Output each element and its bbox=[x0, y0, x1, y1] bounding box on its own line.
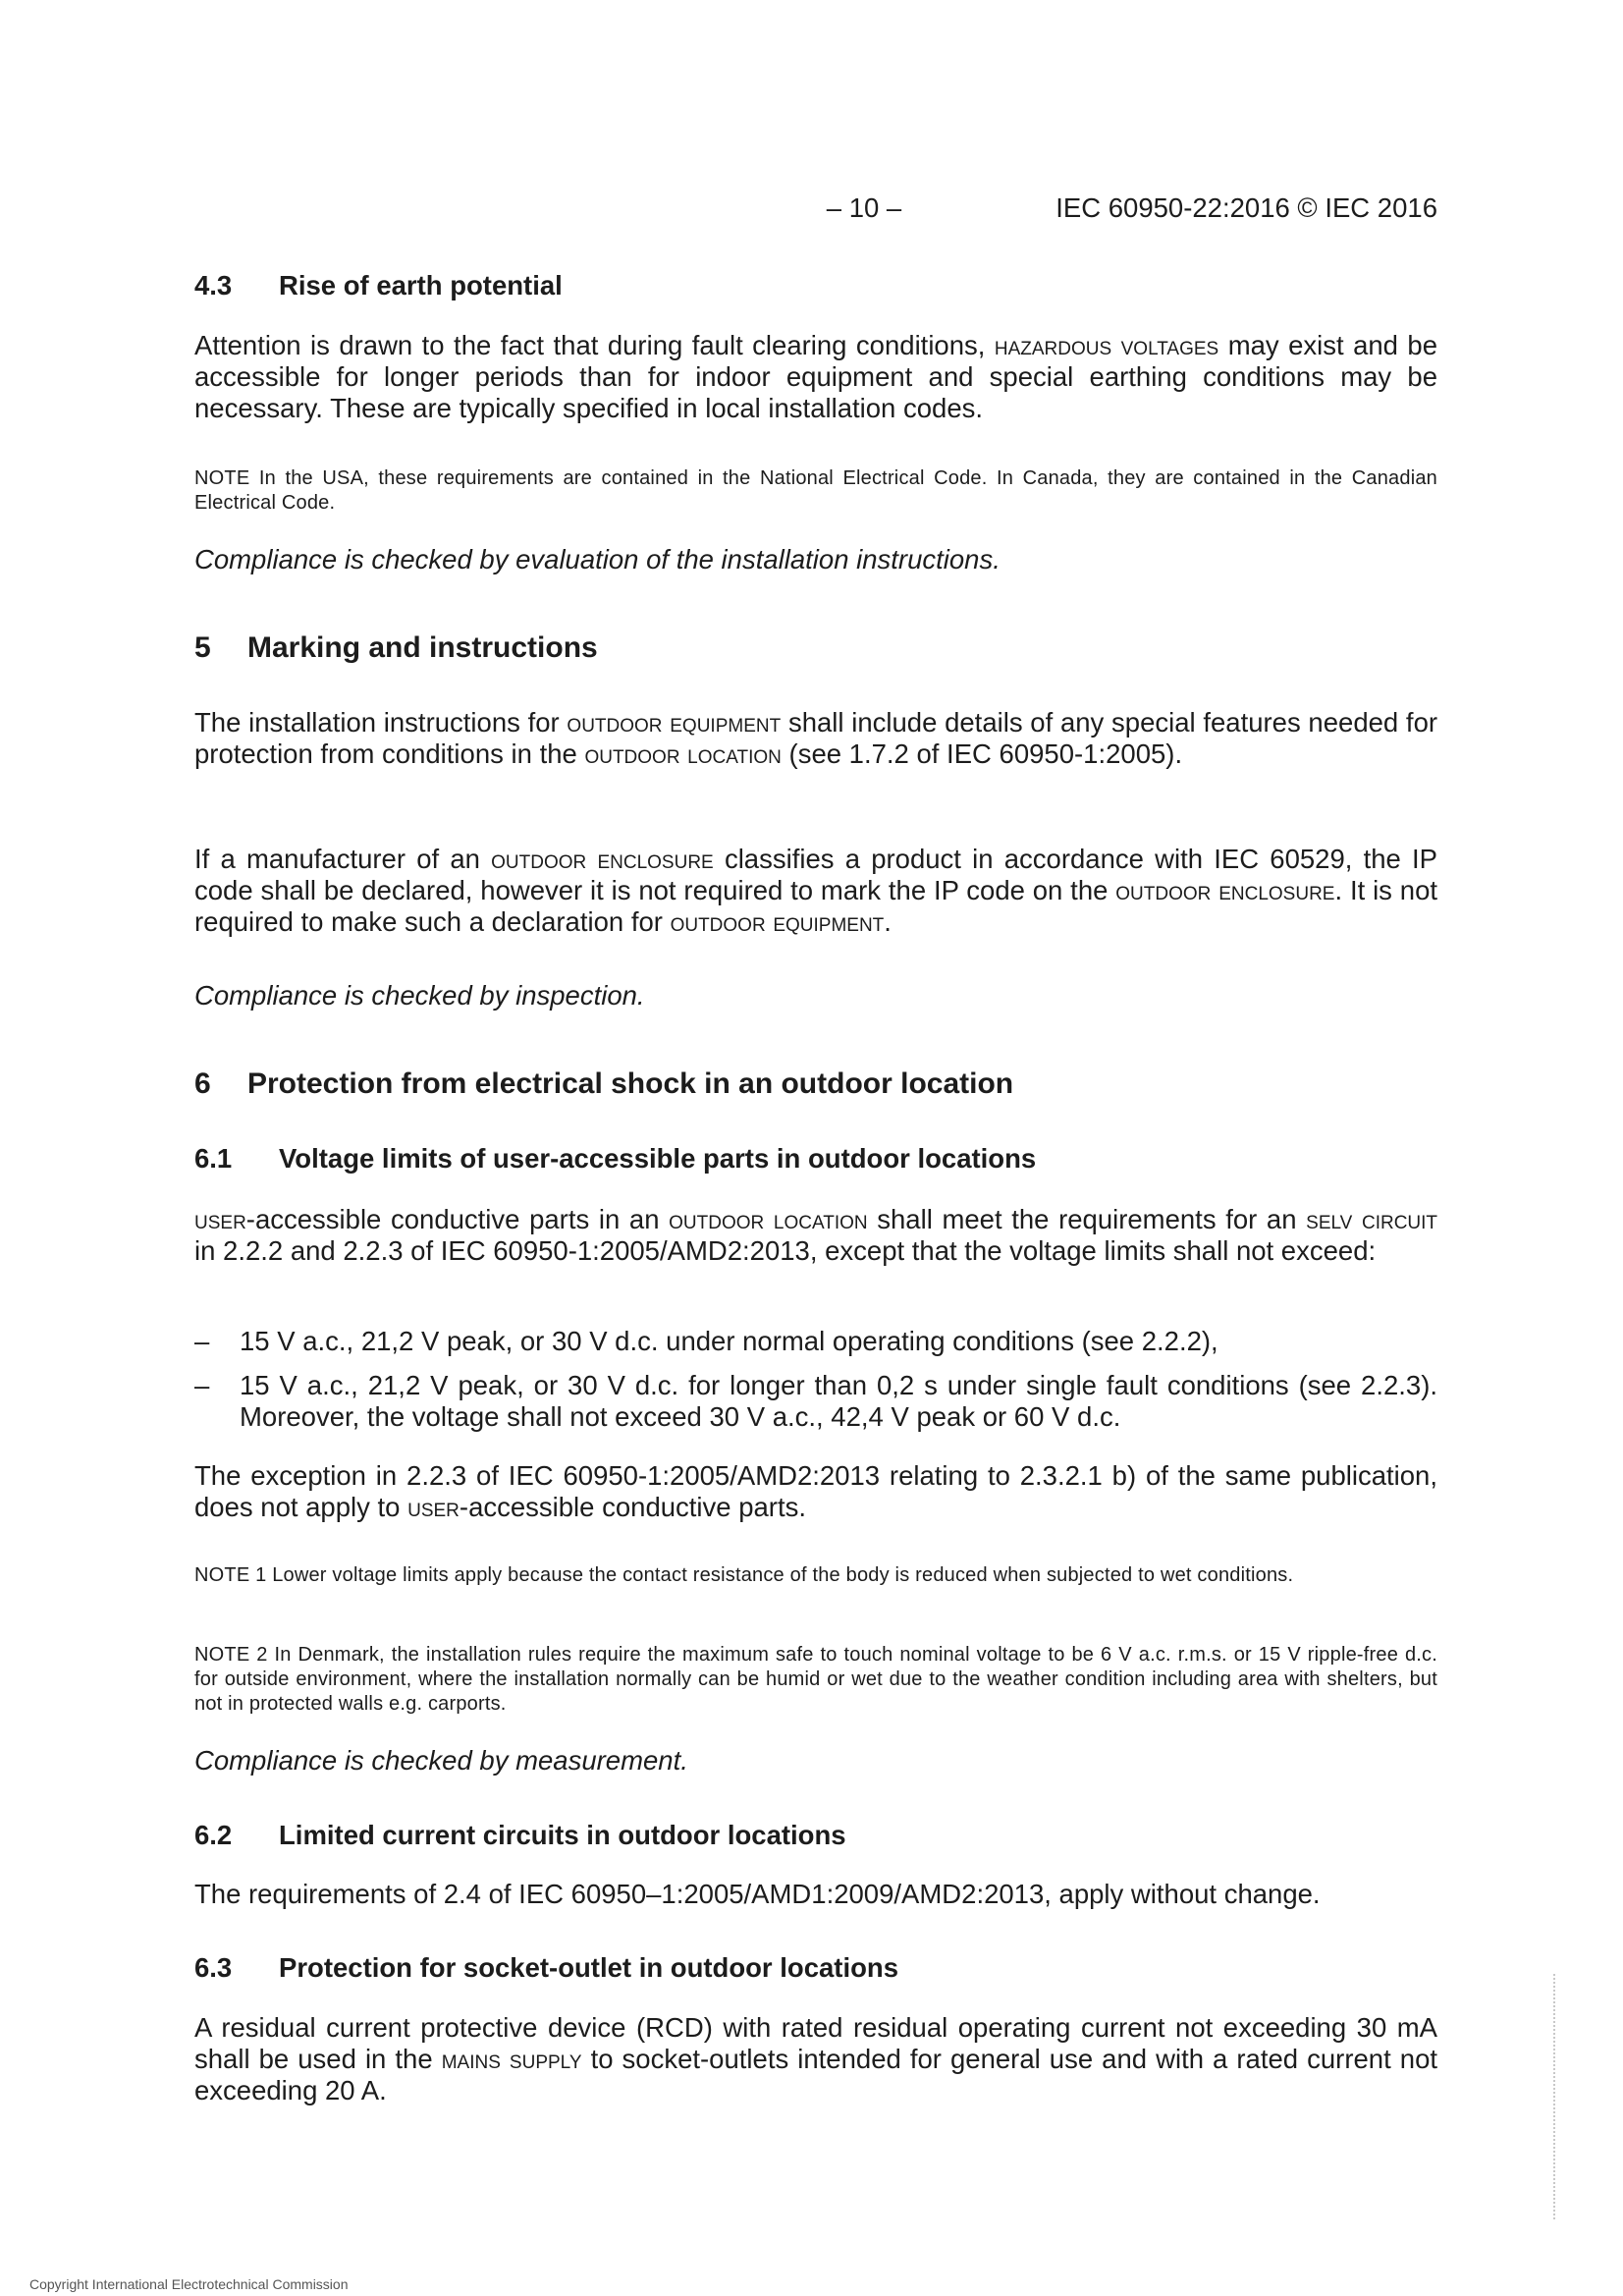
paragraph-installation-instructions: The installation instructions for outdoor equipment shall include details of any special features needed for protection from conditions in the outdoor location (see 1.7.2 of IEC 60950-1:2005). bbox=[194, 707, 1438, 769]
heading-number: 6.1 bbox=[194, 1143, 233, 1174]
defined-term: user bbox=[407, 1492, 460, 1522]
heading-number: 6.2 bbox=[194, 1820, 233, 1850]
defined-term: outdoor enclosure bbox=[1115, 875, 1335, 905]
list-dash: – bbox=[194, 1370, 210, 1400]
paragraph-limited-current: The requirements of 2.4 of IEC 60950–1:2005/AMD1:2009/AMD2:2013, apply without change. bbox=[194, 1879, 1321, 1909]
note-2: NOTE 2 In Denmark, the installation rules require the maximum safe to touch nominal voltage to be 6 V a.c. r.m.s. or 15 V ripple-free d.c. for outside environment, where the installation normally can be humid or wet due to the weather condition including area with shelters, but not in protected walls e.g. carports. bbox=[194, 1644, 1437, 1715]
defined-term: selv circuit bbox=[1306, 1204, 1438, 1234]
paragraph-rise-of-earth-potential: Attention is drawn to the fact that during fault clearing conditions, hazardous voltages may exist and be accessible for longer periods than for indoor equipment and special earthing conditions may be necessary. These are typically specified in local installation codes. bbox=[194, 330, 1438, 423]
note: NOTE In the USA, these requirements are contained in the National Electrical Code. In Canada, they are contained in the Canadian Electrical Code. bbox=[194, 467, 1437, 514]
heading-title: Protection for socket-outlet in outdoor locations bbox=[279, 1952, 898, 1983]
defined-term: outdoor location bbox=[584, 738, 782, 769]
heading-title: Protection from electrical shock in an outdoor location bbox=[247, 1067, 1014, 1100]
compliance-statement: Compliance is checked by inspection. bbox=[194, 980, 645, 1011]
heading-title: Voltage limits of user-accessible parts in outdoor locations bbox=[279, 1143, 1037, 1174]
margin-scan-line bbox=[1553, 1974, 1555, 2219]
footer-copyright: Copyright International Electrotechnical Commission bbox=[29, 2276, 349, 2292]
document-id: IEC 60950-22:2016 © IEC 2016 bbox=[1055, 192, 1437, 223]
heading-number: 5 bbox=[194, 631, 211, 664]
list-item-text: 15 V a.c., 21,2 V peak, or 30 V d.c. under normal operating conditions (see 2.2.2), bbox=[240, 1326, 1218, 1356]
defined-term: outdoor location bbox=[669, 1204, 868, 1234]
defined-term: mains supply bbox=[441, 2044, 582, 2074]
defined-term: outdoor equipment bbox=[670, 906, 885, 937]
heading-title: Marking and instructions bbox=[247, 631, 598, 664]
defined-term: outdoor enclosure bbox=[491, 844, 714, 874]
heading-number: 6 bbox=[194, 1067, 211, 1100]
defined-term: user bbox=[194, 1204, 246, 1234]
heading-number: 4.3 bbox=[194, 270, 233, 301]
heading-title: Limited current circuits in outdoor locations bbox=[279, 1820, 846, 1850]
list-dash: – bbox=[194, 1326, 210, 1356]
paragraph-rcd: A residual current protective device (RCD) with rated residual operating current not exceeding 30 mA shall be used in the mains supply to socket-outlets intended for general use and with a rated current not exceeding 20 A. bbox=[194, 2012, 1438, 2105]
page-number: – 10 – bbox=[826, 192, 902, 223]
paragraph-ip-code: If a manufacturer of an outdoor enclosure classifies a product in accordance with IEC 60529, the IP code shall be declared, however it is not required to mark the IP code on the outdoor enclosure. It is not required to make such a declaration for outdoor equipment. bbox=[194, 844, 1438, 937]
paragraph-user-accessible-parts: user-accessible conductive parts in an outdoor location shall meet the requirements for an selv circuit in 2.2.2 and 2.2.3 of IEC 60950-1:2005/AMD2:2013, except that the voltage limits shall not exceed: bbox=[194, 1204, 1438, 1266]
paragraph-exception: The exception in 2.2.3 of IEC 60950-1:2005/AMD2:2013 relating to 2.3.2.1 b) of the same publication, does not apply to user-accessible conductive parts. bbox=[194, 1460, 1437, 1522]
compliance-statement: Compliance is checked by measurement. bbox=[194, 1745, 688, 1776]
compliance-statement: Compliance is checked by evaluation of the installation instructions. bbox=[194, 544, 1001, 574]
list-item-text: 15 V a.c., 21,2 V peak, or 30 V d.c. for longer than 0,2 s under single fault conditions (see 2.2.3). Moreover, the voltage shall not exceed 30 V a.c., 42,4 V peak or 60 V d.c. bbox=[240, 1370, 1437, 1432]
heading-number: 6.3 bbox=[194, 1952, 233, 1983]
defined-term: outdoor equipment bbox=[567, 707, 782, 738]
defined-term: hazardous voltages bbox=[994, 330, 1219, 360]
heading-title: Rise of earth potential bbox=[279, 270, 563, 301]
note-1: NOTE 1 Lower voltage limits apply because the contact resistance of the body is reduced when subjected to wet conditions. bbox=[194, 1564, 1294, 1586]
